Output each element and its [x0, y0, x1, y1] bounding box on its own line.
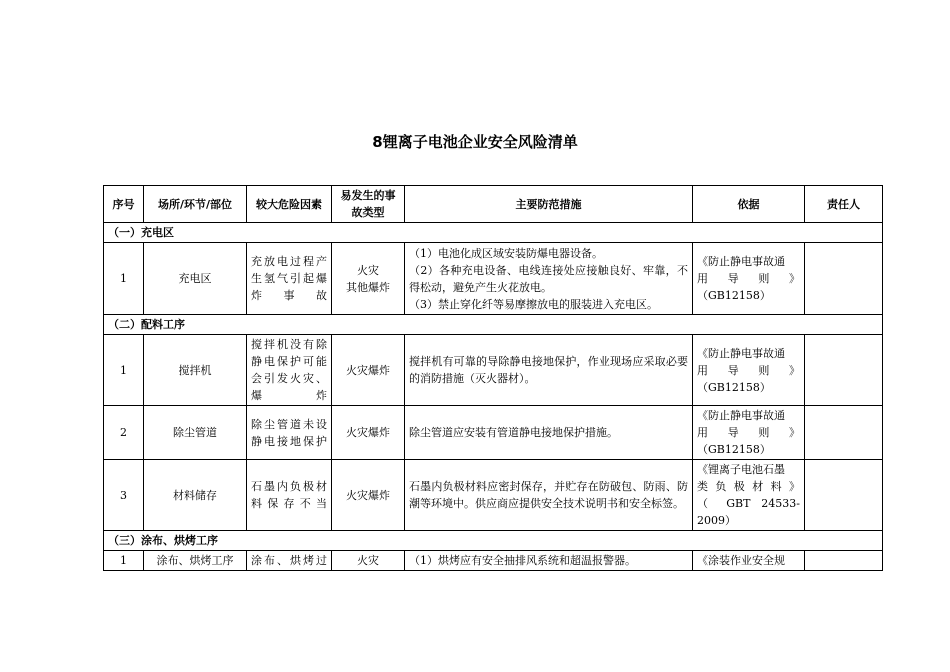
basis-line: 用 导 则 》: [697, 272, 800, 285]
cell-accident: 火灾爆炸: [332, 406, 405, 460]
cell-place: 搅拌机: [144, 335, 247, 406]
cell-basis: [693, 243, 805, 315]
cell-accident: 火灾爆炸: [332, 460, 405, 531]
cell-place: 除尘管道: [144, 406, 247, 460]
basis-line: 《涂装作业安全规: [697, 554, 785, 567]
cell-hazard: 除尘管道未设静电接地保护: [247, 406, 332, 460]
cell-basis: [693, 460, 805, 531]
accident-line: 其他爆炸: [346, 280, 390, 294]
header-accident: 易发生的事故类型: [332, 186, 405, 223]
cell-no: 1: [104, 551, 144, 571]
cell-accident: 火灾爆炸: [332, 335, 405, 406]
cell-owner: [805, 460, 883, 531]
basis-line: （ GBT 24533-: [697, 497, 800, 510]
cell-owner: [805, 335, 883, 406]
basis-line: （GB12158）: [697, 380, 771, 394]
cell-owner: [805, 551, 883, 571]
section-row: [104, 223, 883, 243]
basis-line: （GB12158）: [697, 443, 771, 456]
cell-basis: [693, 406, 805, 460]
header-owner: 责任人: [805, 186, 883, 223]
basis-line: （GB12158）: [697, 289, 771, 302]
cell-measures: [405, 243, 693, 315]
basis-line: 用 导 则 》: [697, 363, 800, 377]
cell-place: 涂布、烘烤工序: [144, 551, 247, 571]
cell-measures: 搅拌机有可靠的导除静电接地保护，作业现场应采取必要的消防措施（灭火器材）。: [405, 335, 693, 406]
header-no: 序号: [104, 186, 144, 223]
cell-hazard: 涂布、烘烤过: [247, 551, 332, 571]
header-hazard: 较大危险因素: [247, 186, 332, 223]
cell-no: 1: [104, 335, 144, 406]
cell-hazard: 充放电过程产生氢气引起爆炸事故: [247, 243, 332, 315]
basis-line: 2009）: [697, 514, 736, 527]
table-row: [104, 335, 883, 406]
measure-line: （3）禁止穿化纤等易摩擦放电的服装进入充电区。: [409, 297, 658, 311]
table-row: [104, 406, 883, 460]
cell-hazard: 搅拌机没有除静电保护可能会引发火灾、爆炸: [247, 335, 332, 406]
risk-table: [103, 185, 883, 571]
cell-no: 1: [104, 243, 144, 315]
basis-line: 《防止静电事故通: [697, 255, 785, 268]
section-label: （一）充电区: [104, 223, 883, 243]
table-row: [104, 551, 883, 571]
cell-place: 充电区: [144, 243, 247, 315]
cell-measures: 石墨内负极材料应密封保存，并贮存在防破包、防雨、防潮等环境中。供应商应提供安全技术说明书和安全标签。: [405, 460, 693, 531]
section-label: （三）涂布、烘烤工序: [104, 531, 883, 551]
table-row: [104, 460, 883, 531]
basis-line: 类 负 极 材 料 》: [697, 480, 800, 493]
cell-measures: 除尘管道应安装有管道静电接地保护措施。: [405, 406, 693, 460]
header-row: [104, 186, 883, 223]
header-measures: 主要防范措施: [405, 186, 693, 223]
cell-owner: [805, 243, 883, 315]
measure-line: （2）各种充电设备、电线连接处应接触良好、牢靠，不得松动，避免产生火花放电。: [409, 263, 688, 294]
basis-line: 用 导 则 》: [697, 426, 800, 439]
cell-accident: 火灾: [332, 551, 405, 571]
cell-no: 3: [104, 460, 144, 531]
basis-line: 《防止静电事故通: [697, 346, 785, 360]
cell-hazard: 石墨内负极材料保存不当: [247, 460, 332, 531]
table-row: [104, 243, 883, 315]
header-basis: 依据: [693, 186, 805, 223]
cell-basis: [693, 335, 805, 406]
accident-line: 火灾: [357, 263, 379, 277]
cell-measures: （1）烘烤应有安全抽排风系统和超温报警器。: [405, 551, 693, 571]
header-place: 场所/环节/部位: [144, 186, 247, 223]
measure-line: （1）电池化成区域安装防爆电器设备。: [409, 246, 603, 260]
page-title: 8锂离子电池企业安全风险清单: [372, 133, 578, 151]
section-row: [104, 315, 883, 335]
cell-no: 2: [104, 406, 144, 460]
basis-line: 《防止静电事故通: [697, 409, 785, 422]
section-label: （二）配料工序: [104, 315, 883, 335]
basis-line: 《锂离子电池石墨: [697, 463, 785, 476]
cell-owner: [805, 406, 883, 460]
cell-accident: [332, 243, 405, 315]
section-row: [104, 531, 883, 551]
cell-place: 材料储存: [144, 460, 247, 531]
cell-basis: [693, 551, 805, 571]
